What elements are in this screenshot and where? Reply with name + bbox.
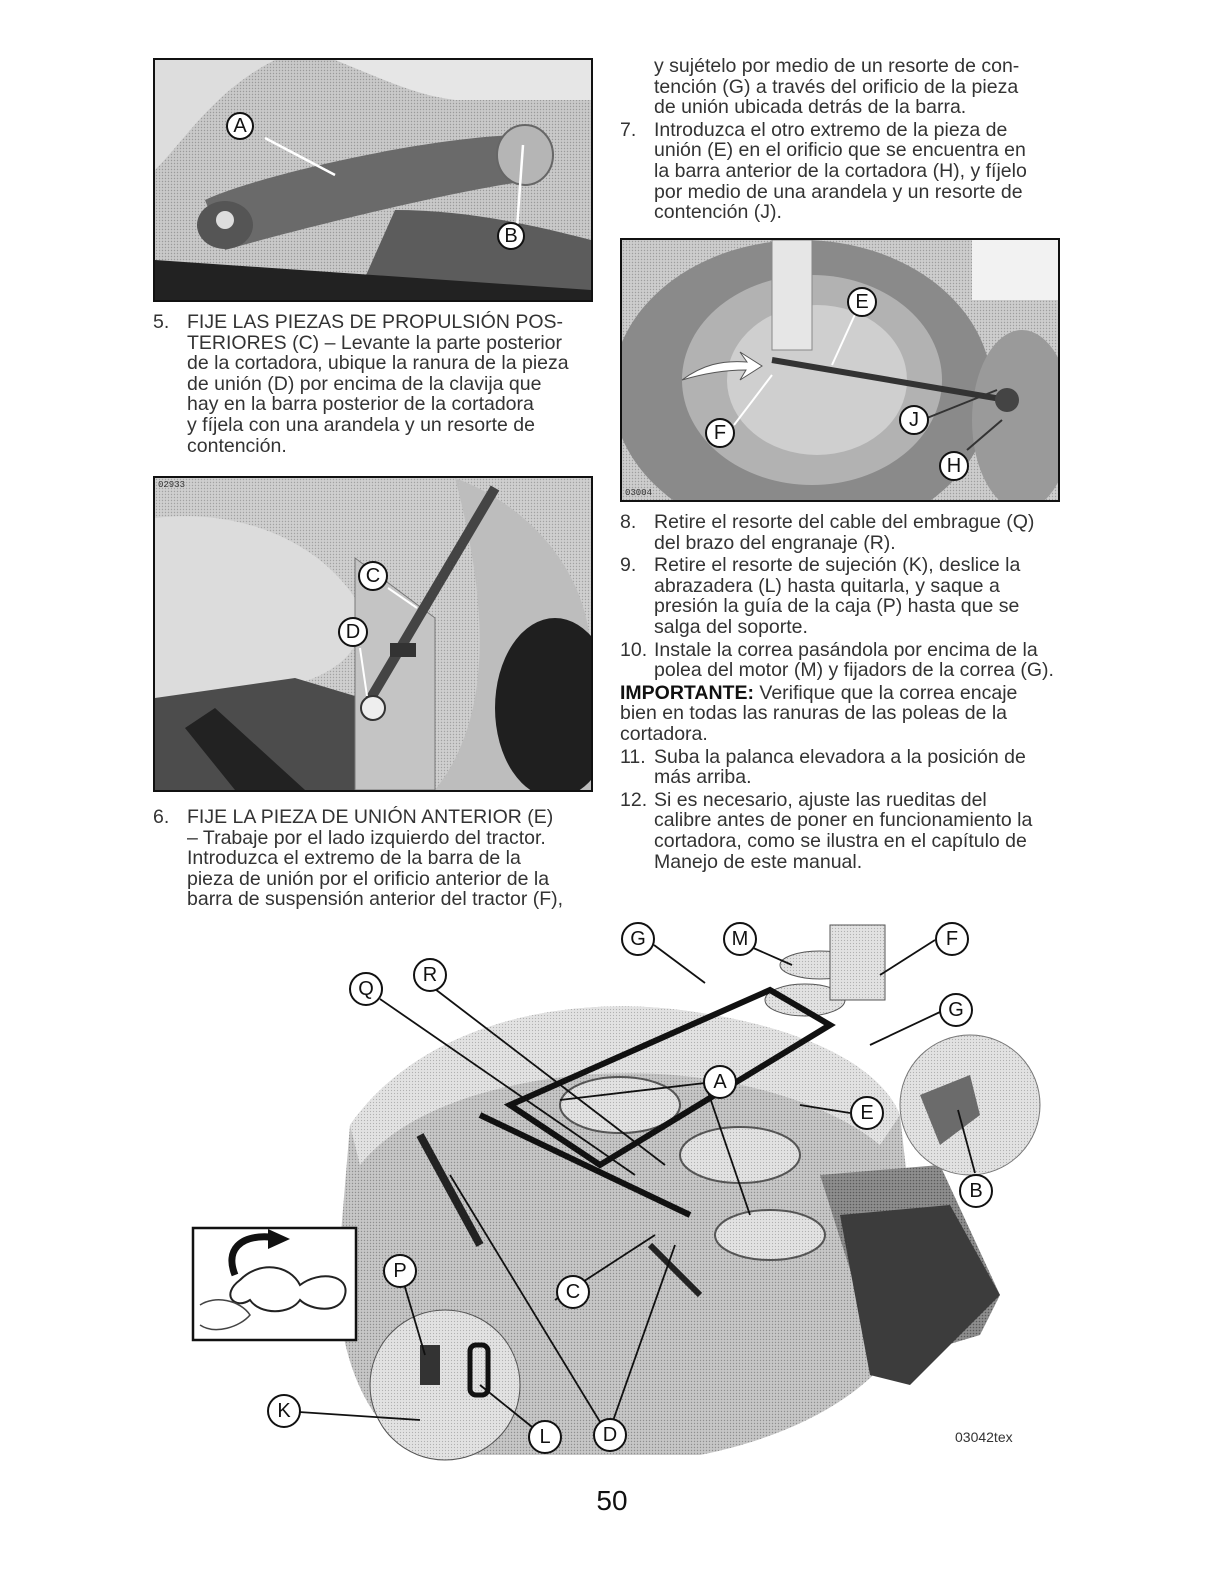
step-9-number: 9.: [620, 554, 637, 577]
callout-g-top: [622, 923, 654, 955]
svg-text:Q: Q: [358, 978, 374, 1000]
callout-a: [227, 113, 253, 139]
callout-p: [384, 1255, 416, 1287]
step-11: [620, 747, 1062, 788]
callout-b: [960, 1175, 992, 1207]
important-line: Verifique que la correa encaje: [753, 681, 1018, 704]
step-10-line: polea del motor (M) y fijadors de la correa (G).: [654, 659, 1054, 682]
svg-text:L: L: [539, 1426, 551, 1448]
svg-text:B: B: [969, 1180, 983, 1202]
step-9-line: Retire el resorte de sujeción (K), deslice la: [654, 554, 1021, 577]
step-7-number: 7.: [620, 118, 637, 141]
step-6-continued: [620, 56, 1060, 225]
svg-text:D: D: [602, 1424, 618, 1446]
figure-3-code: 03004: [625, 488, 653, 498]
step-10-line: Instale la correa pasándola por encima de la: [654, 638, 1038, 661]
step-5-line: FIJE LAS PIEZAS DE PROPULSIÓN POS-: [187, 311, 564, 333]
svg-text:A: A: [713, 1071, 727, 1093]
step-12: [620, 790, 1062, 872]
callout-r: [414, 959, 446, 991]
step-7-line: la barra anterior de la cortadora (H), y fíjelo: [654, 159, 1027, 182]
callout-b: [498, 223, 524, 249]
step-12-line: Si es necesario, ajuste las rueditas del: [654, 788, 987, 811]
callout-e: [848, 288, 876, 316]
callout-a: [704, 1066, 736, 1098]
callout-c: [359, 562, 387, 590]
step-9-line: abrazadera (L) hasta quitarla, y saque a: [654, 574, 1000, 597]
step-9-line: presión la guía de la caja (P) hasta que se: [654, 595, 1020, 618]
callout-g-right: [940, 994, 972, 1026]
figure-1-photo: [153, 58, 593, 302]
callout-f: [706, 419, 734, 447]
svg-text:F: F: [713, 422, 727, 444]
step-5-line: de unión (D) por encima de la clavija que: [187, 372, 542, 395]
step-9-line: salga del soporte.: [654, 615, 808, 638]
figure-4-illustration: [180, 915, 1060, 1475]
svg-text:R: R: [422, 964, 438, 986]
step-5-line: hay en la barra posterior de la cortadora: [187, 393, 534, 416]
step-5-line: y fíjela con una arandela y un resorte de: [187, 413, 535, 436]
step-6-line: Introduzca el extremo de la barra de la: [187, 847, 521, 870]
callout-m: [724, 923, 756, 955]
svg-text:F: F: [945, 928, 959, 950]
important-label: IMPORTANTE:: [620, 681, 754, 704]
callout-f: [936, 923, 968, 955]
steps-8-12: [620, 512, 1062, 874]
callout-l: [529, 1421, 561, 1453]
step-7-line: Introduzca el otro extremo de la pieza de: [654, 118, 1008, 141]
svg-text:H: H: [946, 455, 962, 477]
callout-c: [557, 1276, 589, 1308]
step-5: [153, 312, 593, 458]
step-5-number: 5.: [153, 311, 170, 333]
step-7-line: por medio de una arandela y un resorte de: [654, 180, 1023, 203]
step-11-number: 11.: [620, 745, 646, 768]
svg-text:A: A: [233, 115, 247, 137]
svg-text:B: B: [504, 225, 518, 247]
svg-text:C: C: [565, 1281, 581, 1303]
step-8-line: del brazo del engranaje (R).: [654, 531, 896, 554]
callout-j: [900, 406, 928, 434]
step-6-line: barra de suspensión anterior del tractor (F),: [187, 888, 564, 911]
step-12-line: cortadora, como se ilustra en el capítulo de: [654, 829, 1027, 852]
svg-text:E: E: [855, 291, 869, 313]
step-12-line: calibre antes de poner en funcionamiento la: [654, 809, 1033, 832]
important-line: cortadora.: [620, 722, 708, 745]
figure-3-photo: [620, 238, 1060, 502]
svg-text:G: G: [948, 999, 964, 1021]
step-6-cont-line: tención (G) a través del orificio de la pieza: [654, 75, 1019, 98]
svg-text:K: K: [277, 1400, 291, 1422]
callout-q: [350, 973, 382, 1005]
important-line: bien en todas las ranuras de las poleas de la: [620, 702, 1008, 725]
svg-text:E: E: [860, 1102, 874, 1124]
step-12-number: 12.: [620, 788, 648, 811]
step-12-line: Manejo de este manual.: [654, 850, 863, 873]
callout-h: [940, 452, 968, 480]
step-6-cont-line: de unión ubicada detrás de la barra.: [654, 96, 967, 119]
step-9: [620, 555, 1062, 637]
callout-d: [339, 618, 367, 646]
step-7-line: unión (E) en el orificio que se encuentra en: [654, 139, 1026, 162]
svg-text:C: C: [365, 565, 381, 587]
step-5-line: de la cortadora, ubique la ranura de la pieza: [187, 352, 569, 375]
svg-text:J: J: [909, 409, 919, 431]
step-6: [153, 807, 593, 912]
callout-d: [594, 1419, 626, 1451]
page-number: 50: [596, 1485, 628, 1516]
step-8-line: Retire el resorte del cable del embrague (Q): [654, 511, 1035, 533]
figure-4-code: 03042tex: [955, 1429, 1013, 1445]
step-11-line: más arriba.: [654, 766, 752, 789]
svg-text:G: G: [630, 928, 646, 950]
svg-text:P: P: [393, 1260, 407, 1282]
step-7: [620, 120, 1060, 223]
callout-e: [851, 1097, 883, 1129]
step-5-line: contención.: [187, 434, 287, 457]
important-note: [620, 683, 1062, 745]
step-10-number: 10.: [620, 638, 648, 661]
step-6-line: pieza de unión por el orificio anterior de la: [187, 867, 550, 890]
figure-2-photo: [153, 476, 593, 792]
callout-k: [268, 1395, 300, 1427]
step-6-number: 6.: [153, 806, 170, 828]
step-6-line: FIJE LA PIEZA DE UNIÓN ANTERIOR (E): [187, 806, 554, 828]
step-8-number: 8.: [620, 511, 637, 533]
step-7-line: contención (J).: [654, 201, 782, 224]
step-8: [620, 512, 1062, 553]
figure-2-code: 02933: [158, 480, 186, 490]
step-11-line: Suba la palanca elevadora a la posición de: [654, 745, 1026, 768]
step-6-line: – Trabaje por el lado izquierdo del tractor.: [187, 826, 546, 849]
step-6-cont-line: y sujételo por medio de un resorte de con-: [654, 55, 1020, 77]
step-5-line: TERIORES (C) – Levante la parte posterior: [187, 331, 562, 354]
svg-text:D: D: [345, 621, 361, 643]
svg-text:M: M: [731, 928, 749, 950]
step-10: [620, 640, 1062, 681]
